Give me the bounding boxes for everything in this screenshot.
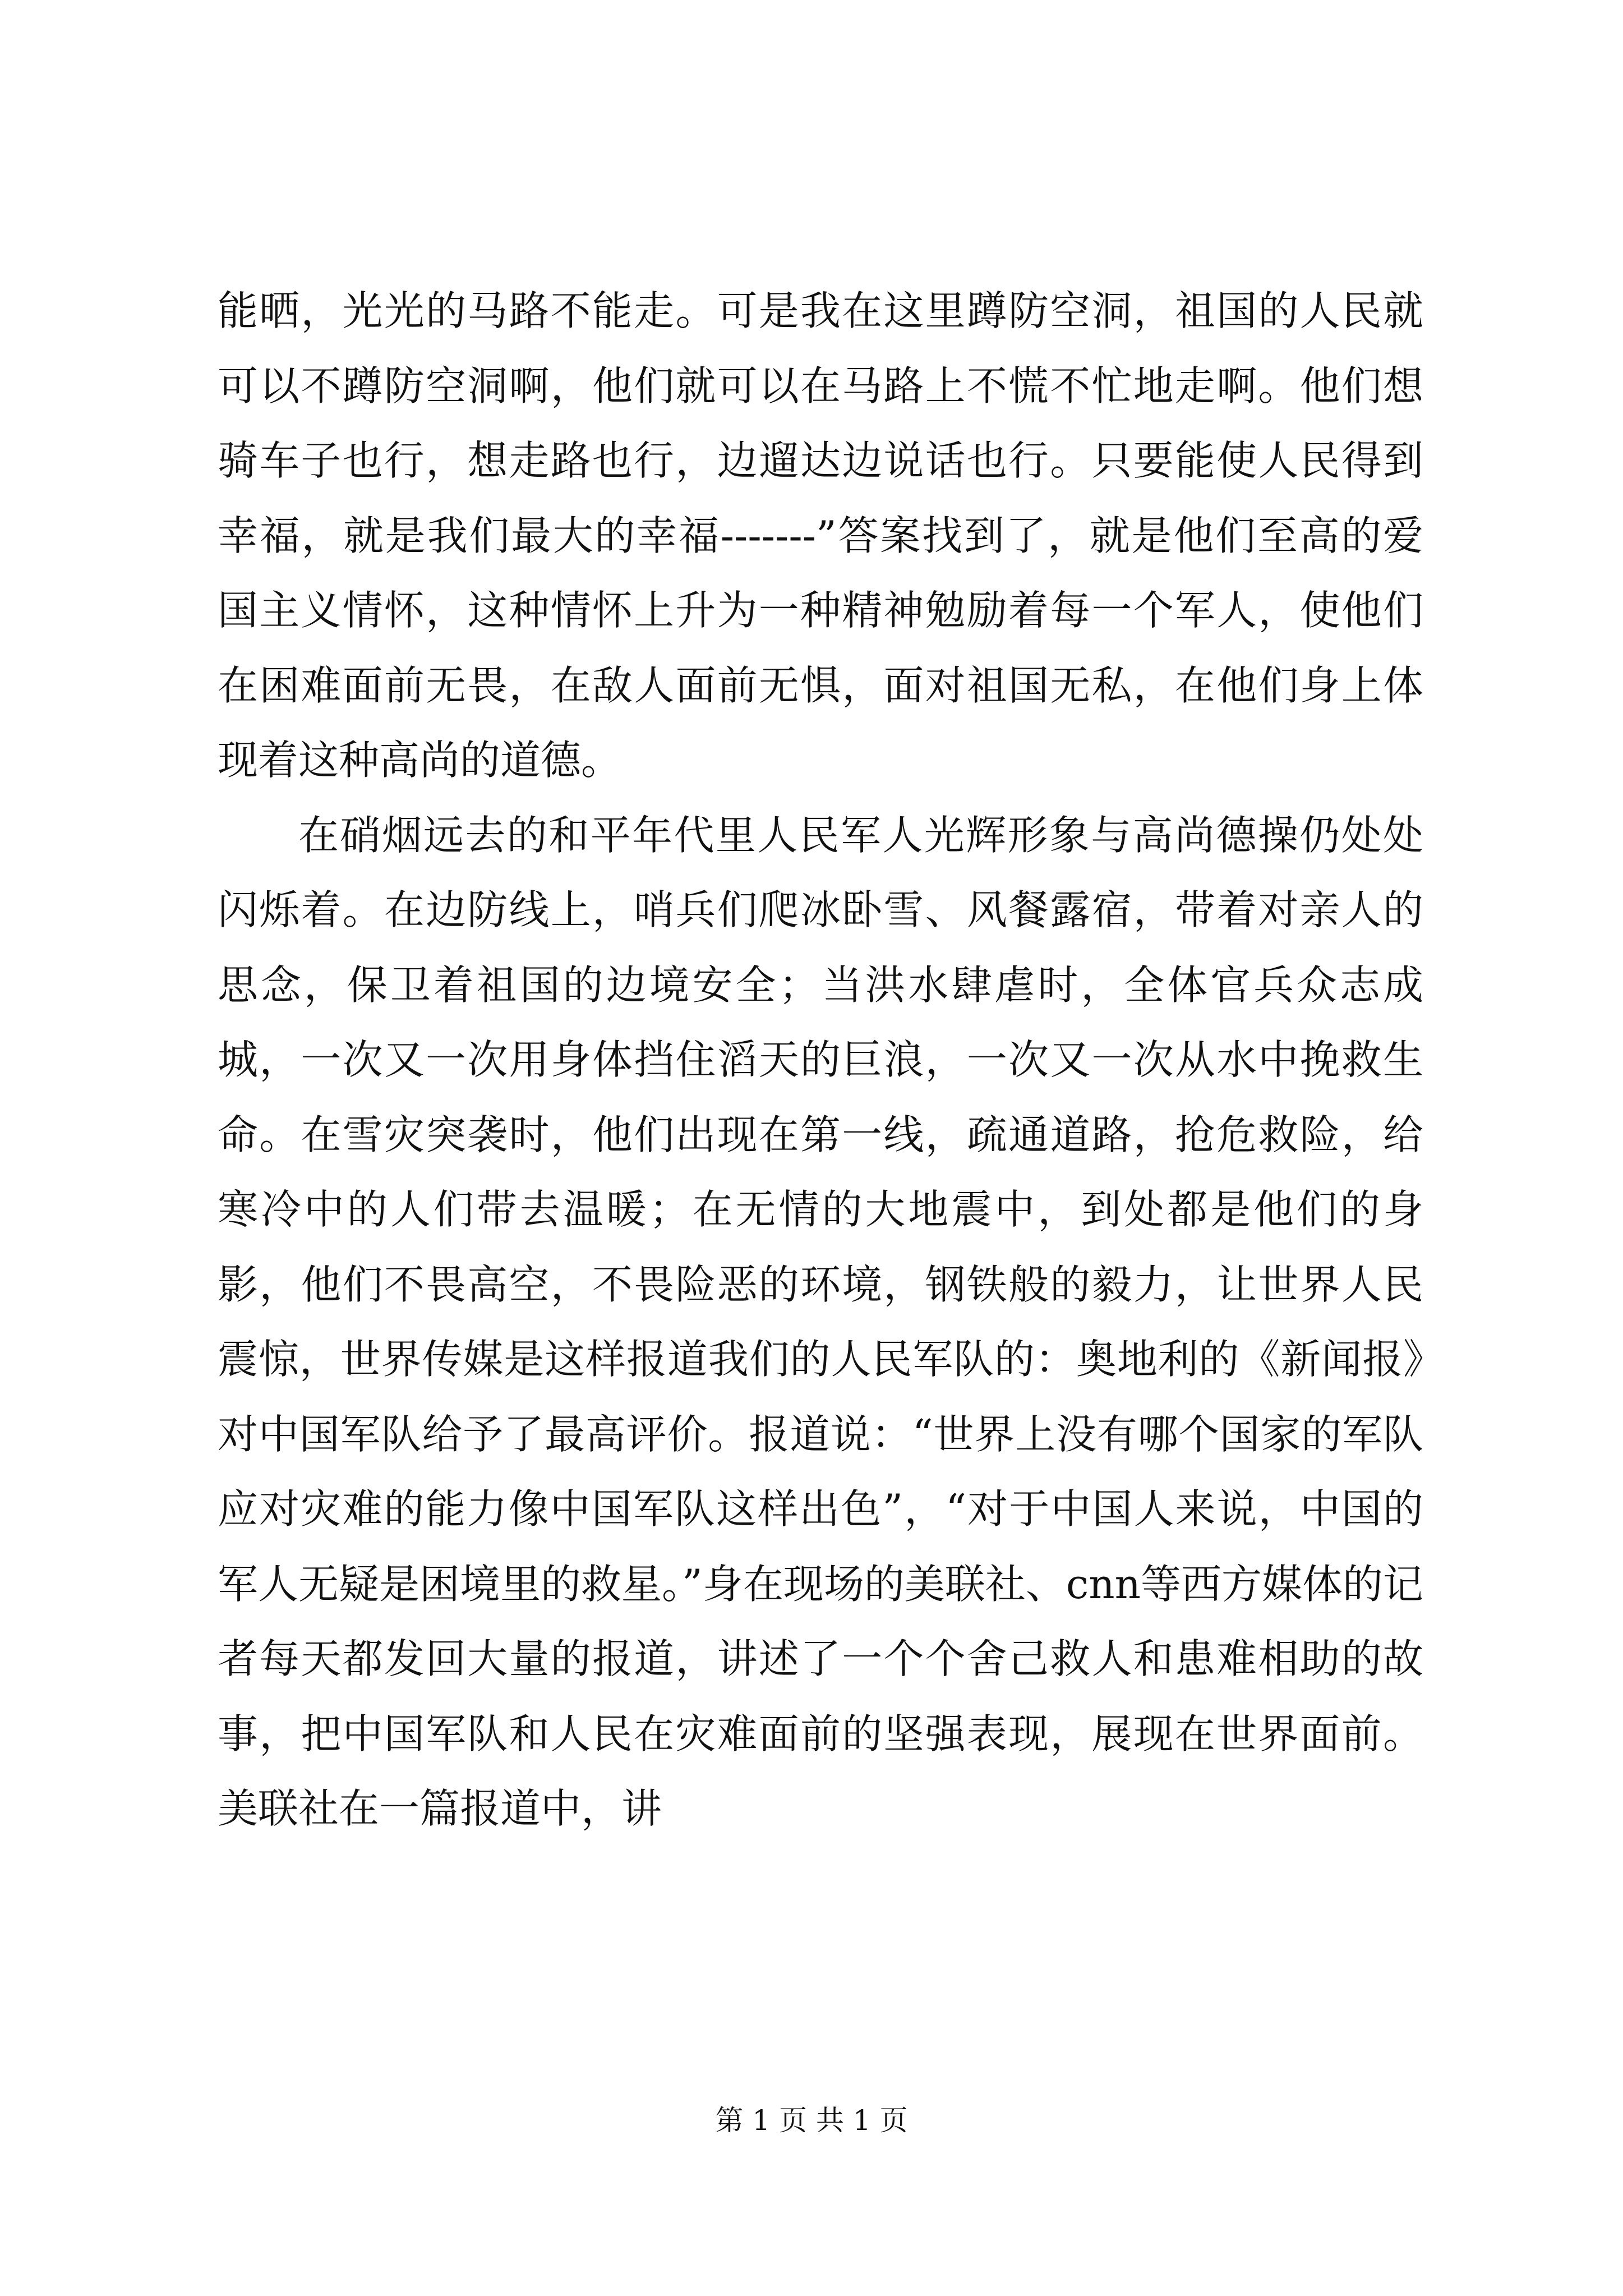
page-footer: 第 1 页 共 1 页 (715, 2104, 908, 2137)
paragraph-1: 能晒，光光的马路不能走。可是我在这里蹲防空洞，祖国的人民就可以不蹲防空洞啊，他们就可以在马路上不慌不忙地走啊。他们想骑车子也行，想走路也行，边遛达边说话也行。只要能使人民得到幸福，就是我们最大的幸福-------”答案找到了，就是他们至高的爱国主义情怀，这种情怀上升为一种精神勉励着每一个军人，使他们在困难面前无畏，在敌人面前无惧，面对祖国无私，在他们身上体现着这种高尚的道德。 (218, 287, 1423, 784)
paragraph-2: 在硝烟远去的和平年代里人民军人光辉形象与高尚德操仍处处闪烁着。在边防线上，哨兵们爬冰卧雪、风餐露宿，带着对亲人的思念，保卫着祖国的边境安全；当洪水肆虐时，全体官兵众志成城，一次又一次用身体挡住滔天的巨浪，一次又一次从水中挽救生命。在雪灾突袭时，他们出现在第一线，疏通道路，抢危救险，给寒冷中的人们带去温暖；在无情的大地震中，到处都是他们的身影，他们不畏高空，不畏险恶的环境，钢铁般的毅力，让世界人民震惊，世界传媒是这样报道我们的人民军队的：奥地利的《新闻报》对中国军队给予了最高评价。报道说：“世界上没有哪个国家的军队应对灾难的能力像中国军队这样出色”，“对于中国人来说，中国的军人无疑是困境里的救星。”身在现场的美联社、cnn等西方媒体的记者每天都发回大量的报道，讲述了一个个舍己救人和患难相助的故事，把中国军队和人民在灾难面前的坚强表现，展现在世界面前。美联社在一篇报道中，讲 (218, 811, 1423, 1832)
document-body (218, 274, 1423, 1847)
